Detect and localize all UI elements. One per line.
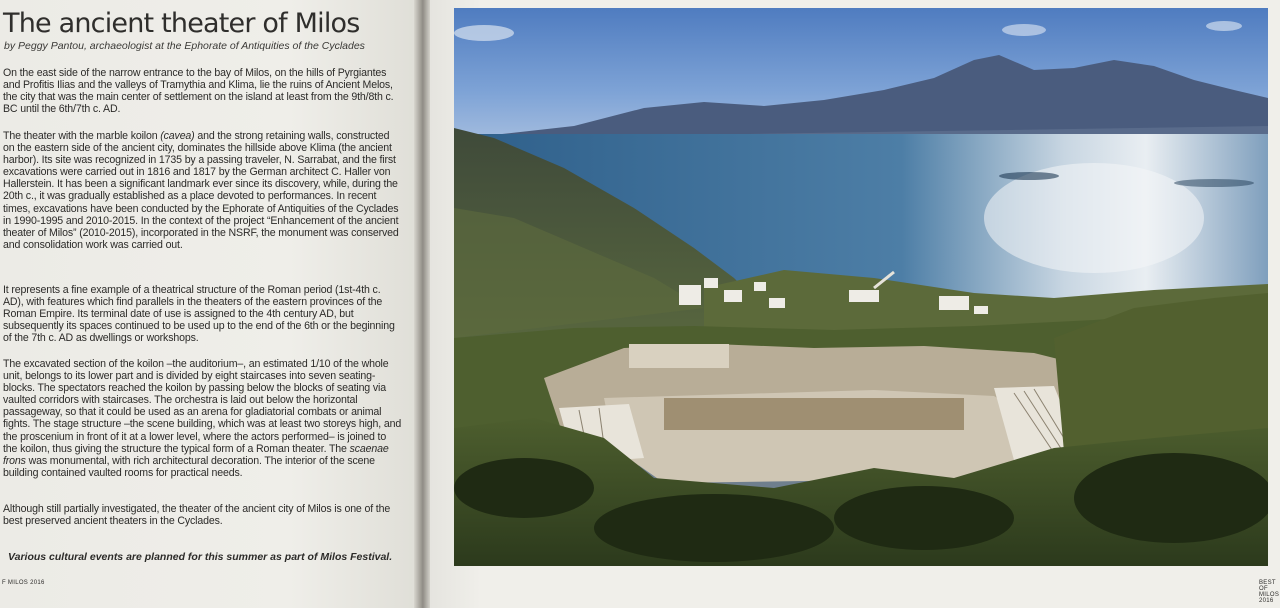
stage-structure: [629, 344, 729, 368]
festival-note: Various cultural events are planned for this summer as part of Milos Festival.: [8, 550, 393, 563]
cloud: [1002, 24, 1046, 36]
scene-building: [664, 398, 964, 430]
article-byline: by Peggy Pantou, archaeologist at the Ephorate of Antiquities of the Cyclades: [4, 40, 365, 52]
folio-right: BEST OF MILOS 2016: [1259, 580, 1280, 604]
cloud-shadow: [999, 172, 1059, 180]
paragraph-2: The theater with the marble koilon (cavea) and the strong retaining walls, constructed on the eastern side of the ancient city, dominates the hillside above Klima (the ancient harbor). Its site was recognized in 1735 by a passing traveler, N. Sarrabat, and the first excavations were carried out in 1816 and 1817 by the German architect C. Haller von Hallerstein. It has been a significant landmark ever since its discovery, while, during the 20th c., it was gradually established as a place devoted to performances. In recent times, excavations have been conducted by the Ephorate of Antiquities of the Cyclades in 1990-1995 and 2010-2015. In the context of the project “Enhancement of the ancient theater of Milos” (2010-2015), incorporated in the NSRF, the monument was conserved and consolidation work was carried out.: [3, 130, 399, 251]
theater-photo-illustration: [454, 8, 1268, 566]
paragraph-1: On the east side of the narrow entrance to the bay of Milos, on the hills of Pyrgiantes and Profitis Ilias and the valleys of Tramythia and Klima, lie the ruins of Ancient Melos, the city that was the main center of settlement on the island at least from the 9th/8th c. BC until the 6th/7th c. AD.: [3, 67, 394, 116]
book-gutter: [414, 0, 430, 608]
cloud: [454, 25, 514, 41]
article: [3, 8, 405, 53]
cloud: [1206, 21, 1242, 31]
paragraph-5: Although still partially investigated, the theater of the ancient city of Milos is one of the best preserved ancient theaters in the Cyclades.: [3, 503, 391, 528]
article-title: The ancient theater of Milos: [3, 8, 360, 39]
paragraph-4: The excavated section of the koilon –the auditorium–, an estimated 1/10 of the whole unit, belongs to its lower part and is divided by eight staircases into seven seating-blocks. The spectators reached the koilon by passing below the blocks of seating via vaulted corridors with staircases. The orchestra is laid out below the horizontal passageway, so that it could be used as an arena for gladiatorial combats or animal fights. The stage structure –the scene building, which was at least two storeys high, and the proscenium in front of it at a lower level, where the actors performed– is joined to the koilon, thus giving the structure the typical form of a Roman theater. The scaenae frons was monumental, with rich architectural decoration. The interior of the scene building contained vaulted rooms for practical needs.: [3, 358, 402, 479]
paragraph-3: It represents a fine example of a theatrical structure of the Roman period (1st-4th c. AD), with features which find parallels in the theaters of the eastern provinces of the Roman Empire. Its terminal date of use is assigned to the 4th century AD, but subsequently its spaces continued to be used up to the end of the 6th or the beginning of the 7th c. AD as dwellings or workshops.: [3, 284, 395, 345]
cloud-shadow: [1174, 179, 1254, 187]
theater-photo: [454, 8, 1268, 566]
folio-left: F MILOS 2016: [2, 580, 45, 586]
left-page: [0, 0, 414, 608]
